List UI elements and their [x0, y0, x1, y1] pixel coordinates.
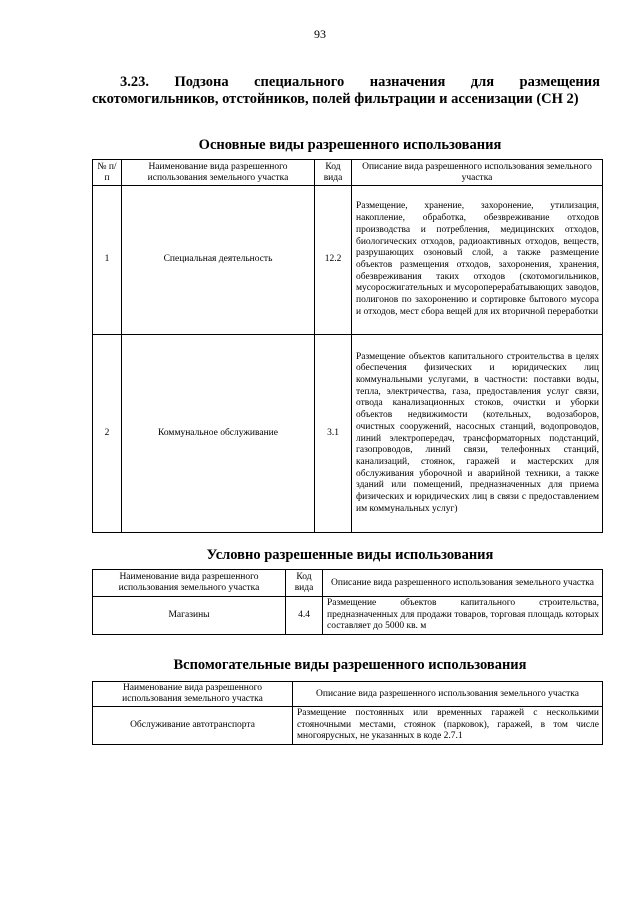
table-header-row	[93, 160, 603, 186]
page-number: 93	[314, 27, 326, 41]
table-row	[93, 335, 603, 533]
row-name: Обслуживание автотранспорта	[93, 707, 293, 745]
main-uses-table	[92, 159, 603, 533]
row-description: Размещение объектов капитального строительства в целях обеспечения физических и юридических лиц коммунальными услугами, в частности: поставки воды, тепла, электричества, газа, предоставления услуг связи, отвода канализационных стоков, очистки и уборки объектов недвижимости (котельных, водозаборов, очистных сооружений, насосных станций, водопроводов, линий электропередач, трансформаторных подстанций, газопроводов, линий связи, телефонных станций, канализаций, стоянок, гаражей и мастерских для обслуживания уборочной и аварийной техники, а также зданий или помещений, предназначенных для приема физических и юридических лиц в связи с предоставлением им коммунальных услуг)	[352, 335, 603, 533]
col-header-name: Наименование вида разрешенного использования земельного участка	[93, 682, 293, 707]
section-heading-text: Подзона специального назначения для размещения скотомогильников, отстойников, полей фильтрации и ассенизации (СН 2)	[92, 74, 600, 107]
row-num: 1	[93, 186, 122, 335]
row-code: 3.1	[315, 335, 352, 533]
table-row	[93, 597, 603, 635]
col-header-description: Описание вида разрешенного использования земельного участка	[352, 160, 603, 186]
row-description: Размещение объектов капитального строительства, предназначенных для продажи товаров, торговая площадь которых составляет до 5000 кв. м	[323, 597, 603, 635]
table-row	[93, 186, 603, 335]
row-name: Магазины	[93, 597, 286, 635]
row-name: Коммунальное обслуживание	[122, 335, 315, 533]
table-header-row	[93, 570, 603, 597]
conditional-uses-title: Условно разрешенные виды использования	[206, 547, 494, 563]
row-name: Специальная деятельность	[122, 186, 315, 335]
row-code: 4.4	[286, 597, 323, 635]
auxiliary-uses-title: Вспомогательные виды разрешенного использования	[173, 657, 527, 673]
main-uses-title: Основные виды разрешенного использования	[198, 137, 502, 153]
section-number: 3.23.	[120, 74, 149, 90]
row-num: 2	[93, 335, 122, 533]
row-description: Размещение постоянных или временных гаражей с несколькими стояночными местами, стоянок (парковок), гаражей, в том числе многоярусных, не указанных в коде 2.7.1	[293, 707, 603, 745]
col-header-name: Наименование вида разрешенного использования земельного участка	[122, 160, 315, 186]
col-header-code: Код вида	[286, 570, 323, 597]
table-row	[93, 707, 603, 745]
row-description: Размещение, хранение, захоронение, утилизация, накопление, обработка, обезвреживание отходов производства и потребления, медицинских отходов, биологических отходов, радиоактивных отходов, веществ, разрушающих озоновый слой, а также размещение объектов размещения отходов, захоронения, хранения, обезвреживания таких отходов (скотомогильников, мусоросжигательных и мусороперерабатывающих заводов, полигонов по захоронению и сортировке бытового мусора и отходов, мест сбора вещей для их вторичной переработки	[352, 186, 603, 335]
col-header-name: Наименование вида разрешенного использования земельного участка	[93, 570, 286, 597]
col-header-description: Описание вида разрешенного использования земельного участка	[293, 682, 603, 707]
auxiliary-uses-table	[92, 681, 603, 745]
col-header-description: Описание вида разрешенного использования земельного участка	[323, 570, 603, 597]
section-heading	[92, 74, 600, 108]
row-code: 12.2	[315, 186, 352, 335]
col-header-code: Код вида	[315, 160, 352, 186]
table-header-row	[93, 682, 603, 707]
col-header-num: № п/п	[93, 160, 122, 186]
conditional-uses-table	[92, 569, 603, 635]
